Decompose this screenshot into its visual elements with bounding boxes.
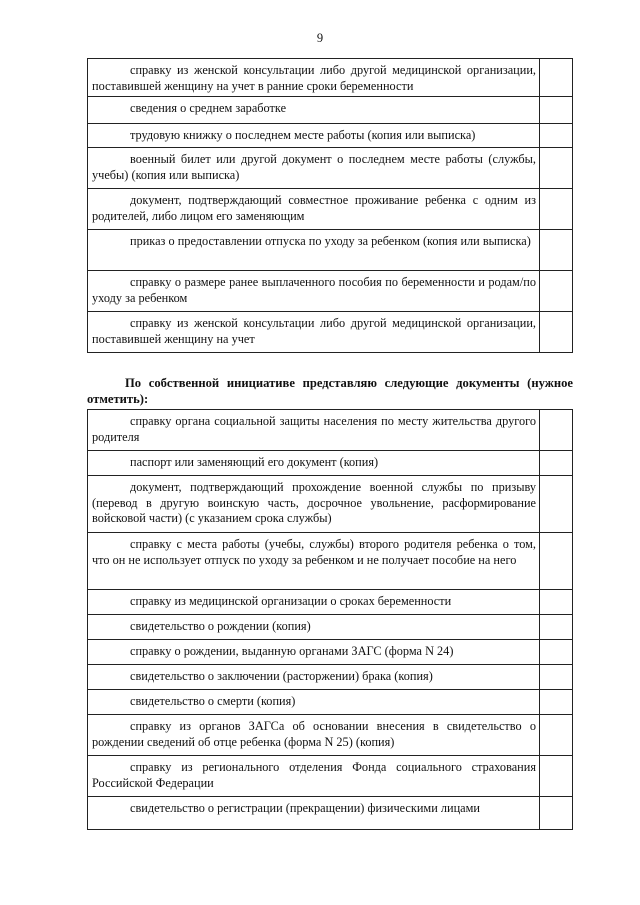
required-documents-table bbox=[87, 58, 573, 353]
table-row bbox=[88, 451, 573, 476]
document-checkbox-cell bbox=[540, 590, 573, 615]
document-checkbox-cell bbox=[540, 797, 573, 830]
optional-documents-table bbox=[87, 409, 573, 830]
document-checkbox-cell bbox=[540, 59, 573, 97]
document-checkbox-cell bbox=[540, 665, 573, 690]
table-row bbox=[88, 665, 573, 690]
document-item-label: сведения о среднем заработке bbox=[88, 97, 540, 124]
document-checkbox-cell bbox=[540, 97, 573, 124]
table-row bbox=[88, 476, 573, 533]
document-checkbox-cell bbox=[540, 615, 573, 640]
document-item-label: документ, подтверждающий прохождение военной службы по призыву (перевод в другую воинскую часть, досрочное увольнение, расформирование войсковой части) (с указанием срока службы) bbox=[88, 476, 540, 533]
page-number: 9 bbox=[316, 31, 324, 45]
document-item-label: приказ о предоставлении отпуска по уходу за ребенком (копия или выписка) bbox=[88, 230, 540, 271]
document-checkbox-cell bbox=[540, 476, 573, 533]
table-row bbox=[88, 410, 573, 451]
table-row bbox=[88, 715, 573, 756]
document-item-label: трудовую книжку о последнем месте работы (копия или выписка) bbox=[88, 124, 540, 148]
table-row bbox=[88, 533, 573, 590]
document-item-label: свидетельство о регистрации (прекращении) физическими лицами bbox=[88, 797, 540, 830]
document-checkbox-cell bbox=[540, 640, 573, 665]
document-item-label: свидетельство о смерти (копия) bbox=[88, 690, 540, 715]
document-checkbox-cell bbox=[540, 312, 573, 353]
document-item-label: справку из медицинской организации о сроках беременности bbox=[88, 590, 540, 615]
table-row bbox=[88, 124, 573, 148]
document-item-label: справку из регионального отделения Фонда социального страхования Российской Федерации bbox=[88, 756, 540, 797]
table-row bbox=[88, 590, 573, 615]
table-row bbox=[88, 271, 573, 312]
table-row bbox=[88, 640, 573, 665]
document-item-label: справку из органов ЗАГСа об основании внесения в свидетельство о рождении сведений об отце ребенка (форма N 25) (копия) bbox=[88, 715, 540, 756]
document-item-label: свидетельство о рождении (копия) bbox=[88, 615, 540, 640]
document-checkbox-cell bbox=[540, 148, 573, 189]
table-row bbox=[88, 797, 573, 830]
section-heading: По собственной инициативе представляю следующие документы (нужное отметить): bbox=[87, 376, 573, 406]
table-row bbox=[88, 690, 573, 715]
document-checkbox-cell bbox=[540, 230, 573, 271]
document-checkbox-cell bbox=[540, 124, 573, 148]
document-item-label: справку органа социальной защиты населения по месту жительства другого родителя bbox=[88, 410, 540, 451]
table-row bbox=[88, 615, 573, 640]
document-checkbox-cell bbox=[540, 410, 573, 451]
document-checkbox-cell bbox=[540, 271, 573, 312]
document-item-label: паспорт или заменяющий его документ (копия) bbox=[88, 451, 540, 476]
table-row bbox=[88, 312, 573, 353]
document-checkbox-cell bbox=[540, 715, 573, 756]
document-item-label: справку из женской консультации либо другой медицинской организации, поставившей женщину на учет bbox=[88, 312, 540, 353]
document-item-label: справку с места работы (учебы, службы) второго родителя ребенка о том, что он не использует отпуск по уходу за ребенком и не получает пособие на него bbox=[88, 533, 540, 590]
table-row bbox=[88, 148, 573, 189]
document-checkbox-cell bbox=[540, 533, 573, 590]
table-row bbox=[88, 756, 573, 797]
table-row bbox=[88, 97, 573, 124]
document-item-label: документ, подтверждающий совместное проживание ребенка с одним из родителей, либо лицом его заменяющим bbox=[88, 189, 540, 230]
table-row bbox=[88, 189, 573, 230]
document-checkbox-cell bbox=[540, 451, 573, 476]
table-row bbox=[88, 230, 573, 271]
table-row bbox=[88, 59, 573, 97]
document-item-label: военный билет или другой документ о последнем месте работы (службы, учебы) (копия или выписка) bbox=[88, 148, 540, 189]
document-item-label: справку о размере ранее выплаченного пособия по беременности и родам/по уходу за ребенком bbox=[88, 271, 540, 312]
document-item-label: справку о рождении, выданную органами ЗАГС (форма N 24) bbox=[88, 640, 540, 665]
document-item-label: свидетельство о заключении (расторжении) брака (копия) bbox=[88, 665, 540, 690]
document-checkbox-cell bbox=[540, 690, 573, 715]
document-item-label: справку из женской консультации либо другой медицинской организации, поставившей женщину на учет в ранние сроки беременности bbox=[88, 59, 540, 97]
document-checkbox-cell bbox=[540, 189, 573, 230]
document-checkbox-cell bbox=[540, 756, 573, 797]
